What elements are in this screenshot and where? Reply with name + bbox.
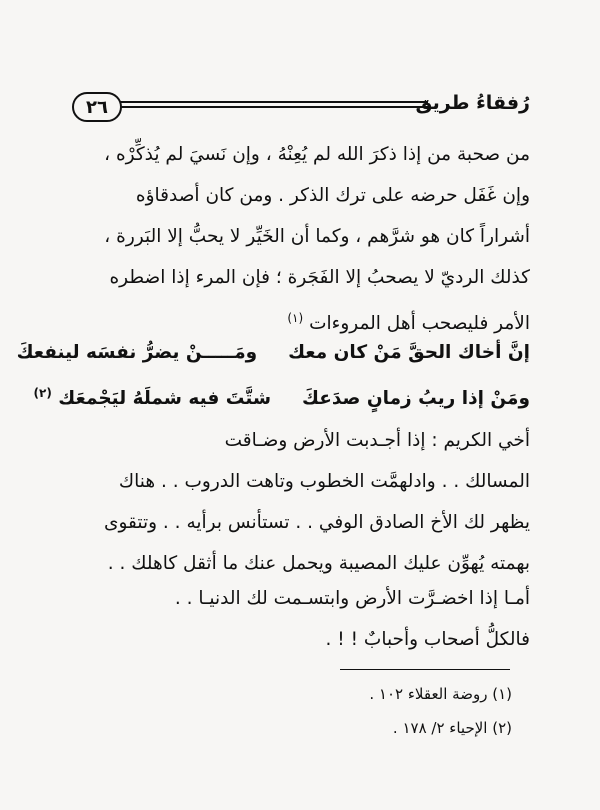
- verse: [16, 332, 530, 414]
- page-header: [72, 88, 530, 122]
- verse-hemistich: إنَّ أخاك الحقَّ مَنْ كان معك: [288, 342, 530, 363]
- text-line: من صحبة من إذا ذكرَ الله لم يُعِنْهُ ، وإن نَسيَ لم يُذكِّرْه ،: [104, 144, 530, 165]
- text-line: بهمته يُهوِّن عليك المصيبة ويحمل عنك ما أثقل كاهلك . .: [107, 553, 530, 574]
- paragraph-1: [70, 134, 530, 339]
- text-fragment: الأمر فليصحب أهل المروءات: [309, 313, 530, 335]
- verse-hemistich: شتَّتَ فيه شملَهُ ليَجْمعَك: [58, 388, 272, 410]
- running-title: رُفقاءُ طريق: [415, 92, 530, 114]
- page-number: ٢٦: [72, 92, 122, 122]
- verse-hemistich: ومَنْ إذا ريبُ زمانٍ صدَعكَ: [302, 388, 530, 410]
- footnote-ref: (١): [287, 311, 304, 325]
- verse-line: [33, 373, 530, 414]
- paragraph-3: [70, 578, 530, 660]
- verse-line: [16, 332, 530, 373]
- text-line: أخي الكريم : إذا أجـدبت الأرض وضـاقت: [224, 430, 530, 451]
- text-line: أمـا إذا اخضـرَّت الأرض وابتسـمت لك الدنيـا . .: [174, 588, 530, 609]
- footnote: (٢) الإحياء ٢/ ١٧٨ .: [392, 719, 512, 737]
- footnote: (١) روضة العقلاء ١٠٢ .: [369, 685, 512, 703]
- text-line: فالكلُّ أصحاب وأحبابٌ ! ! .: [325, 629, 530, 650]
- footnotes: [70, 677, 512, 745]
- verse-hemistich: ومَـــــنْ يضرُّ نفسَه لينفعكَ: [16, 342, 258, 363]
- paragraph-2: [70, 420, 530, 584]
- footnote-ref: (٢): [33, 386, 52, 400]
- text-line: المسالك . . وادلهمَّت الخطوب وتاهت الدروب . . هناك: [118, 471, 530, 492]
- text-line: وإن غَفَل حرضه على ترك الذكر . ومن كان أصدقاؤه: [135, 185, 530, 206]
- text-line: يظهر لك الأخ الصادق الوفي . . تستأنس برأيه . . وتتقوى: [103, 512, 530, 533]
- header-rule: [120, 101, 428, 108]
- footnote-rule: [340, 669, 510, 670]
- text-line: كذلك الرديّ لا يصحبُ إلا الفَجَرة ؛ فإن المرء إذا اضطره: [109, 267, 530, 288]
- text-line: أشراراً كان هو شرَّهم ، وكما أن الخَيِّر لا يحبُّ إلا البَررة ،: [104, 226, 530, 247]
